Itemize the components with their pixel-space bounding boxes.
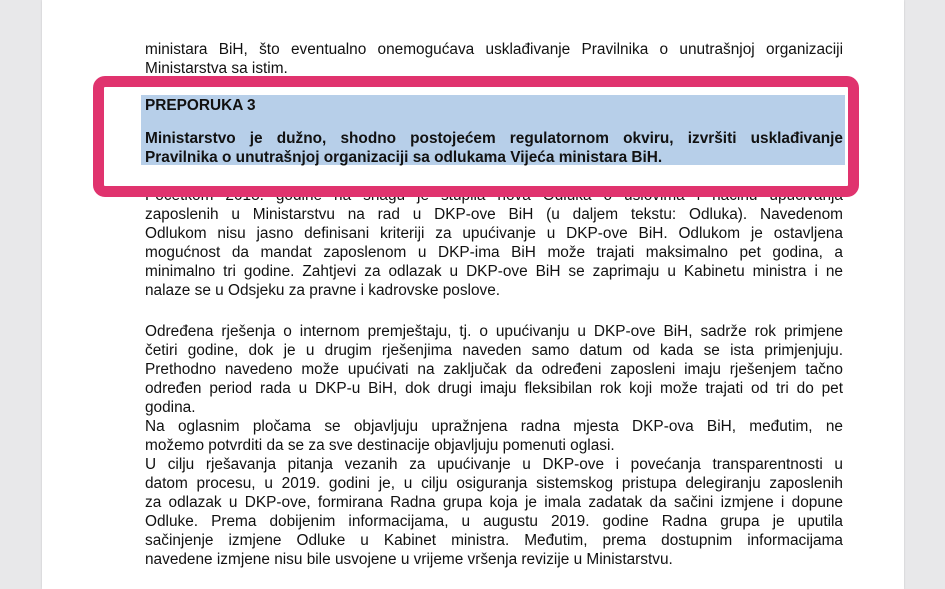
text-line: godina.: [145, 399, 196, 416]
text-line: mogućnost da mandat zaposlenom u DKP-ima BiH može trajati maksimalno pet godina, a: [145, 244, 843, 261]
text-line: Prethodno navedeno može upućivati na zaključak da određeni zaposleni imaju rješenjem tačno: [145, 361, 843, 378]
text-line: datom procesu, u 2019. godini je, u cilju osiguranja sistemskog pristupa delegiranju zaposlenih: [145, 475, 843, 492]
document-page: [42, 0, 904, 589]
recommendation-text: [145, 129, 843, 167]
text-line: možemo potvrditi da se za sve destinacije objavljuju pomenuti oglasi.: [145, 437, 615, 454]
text-line: određen period rada u DKP-u BiH, dok drugi imaju fleksibilan rok koji može trajati od tri do pet: [145, 380, 843, 397]
text-line: četiri godine, dok je u drugim rješenjima naveden samo datum od kada se ista primjenjuju.: [145, 342, 843, 359]
text-line: Odlukom nisu jasno definisani kriteriji za upućivanje u DKP-ove BiH. Odlukom je ostavljena: [145, 225, 843, 242]
text-line: minimalno tri godine. Zahtjevi za odlazak u DKP-ove BiH se zaprimaju u Kabinetu ministra i ne: [145, 263, 843, 280]
text-line: Odluke. Prema dobijenim informacijama, u augustu 2019. godine Radna grupa je uputila: [145, 513, 843, 530]
text-line: Određena rješenja o internom premještaju, tj. o upućivanju u DKP-ove BiH, sadrže rok primjene: [145, 323, 843, 340]
intro-text: [145, 40, 843, 78]
text-line: nalaze se u Odsjeku za pravne i kadrovske poslove.: [145, 282, 501, 299]
text-line: sačinjenje izmjene Odluke u Kabinet ministra. Međutim, prema dostupnim informacijama: [145, 532, 843, 549]
text-line: navedene izmjene nisu bile usvojene u vrijeme vršenja revizije u Ministarstvu.: [145, 551, 673, 568]
text-line: U cilju rješavanja pitanja vezanih za upućivanje u DKP-ove i povećanja transparentnosti u: [145, 456, 843, 473]
text-line: za odlazak u DKP-ove, formirana Radna grupa koja je imala zadatak da sačini izmjene i dopune: [145, 494, 843, 511]
recommendation-title: PREPORUKA 3: [145, 97, 256, 114]
text-line: Ministarstvo je dužno, shodno postojećem regulatornom okviru, izvršiti usklađivanje: [145, 130, 843, 147]
text-line: ministara BiH, što eventualno onemogućava usklađivanje Pravilnika o unutrašnjoj organizaciji: [145, 41, 843, 58]
text-line: Pravilnika o unutrašnjoj organizaciji sa odlukama Vijeća ministara BiH.: [145, 149, 663, 166]
paragraph-1: [145, 186, 843, 300]
paragraph-2: [145, 322, 843, 569]
text-line: Ministarstva sa istim.: [145, 60, 288, 77]
text-line: Na oglasnim pločama se objavljuju upražnjena radna mjesta DKP-ova BiH, međutim, ne: [145, 418, 843, 435]
text-line: zaposlenih u Ministarstvu na rad u DKP-ove BiH (u daljem tekstu: Odluka). Navedenom: [145, 206, 843, 223]
text-line: Početkom 2018. godine na snagu je stupila nova Odluka o uslovima i načinu upućivanja: [145, 187, 843, 204]
